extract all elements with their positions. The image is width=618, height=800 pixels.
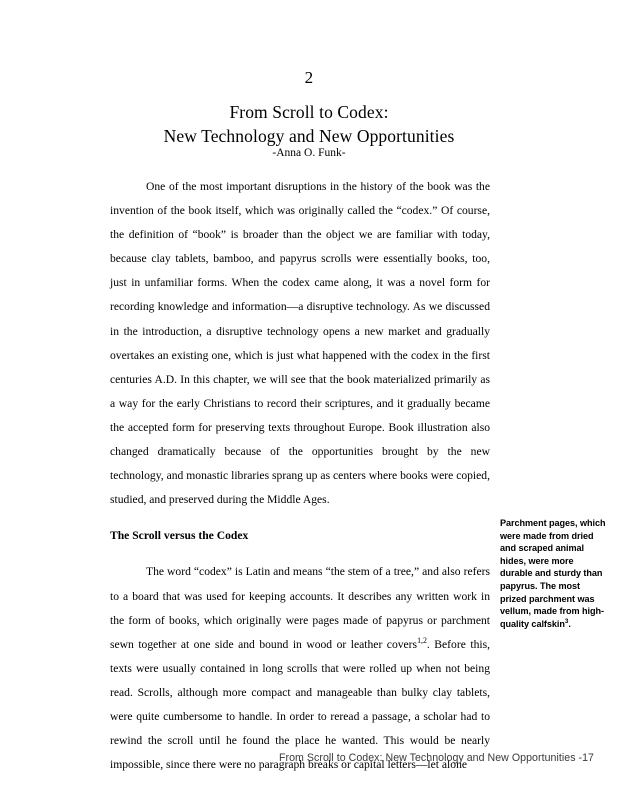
footnote-reference-1-2[interactable]: 1,2	[417, 635, 427, 645]
chapter-title-line-1: From Scroll to Codex:	[229, 102, 389, 122]
margin-note-parchment	[500, 517, 606, 630]
author-byline: -Anna O. Funk-	[272, 147, 346, 159]
chapter-number: 2	[304, 68, 314, 87]
paragraph-text-before-footnote: The word “codex” is Latin and means “the stem of a tree,” and also refers to a board that was used for keeping accounts. It describes any written work in the form of books, which originally were pages made of papyrus or parchment sewn together at one side and bound in wood or leather covers	[110, 565, 490, 651]
body-paragraph-intro: One of the most important disruptions in the history of the book was the invention of the book itself, which was originally called the “codex.” Of course, the definition of “book” is broader than the object we are familiar with today, because clay tablets, bamboo, and papyrus scrolls were essentially books, too, just in unfamiliar forms. When the codex came along, it was a novel form for recording knowledge and information—a disruptive technology. As we discussed in the introduction, a disruptive technology opens a new market and gradually overtakes an existing one, which is just what happened with the codex in the first centuries A.D. In this chapter, we will see that the book materialized primarily as a way for the early Christians to record their scriptures, and it gradually became the accepted form for preserving texts throughout Europe. Book illustration also changed dramatically because of the opportunities brought by the new technology, and monastic libraries sprang up as centers where books were copied, studied, and preserved during the Middle Ages.	[110, 180, 490, 507]
page-footer: From Scroll to Codex: New Technology and New Opportunities -17	[279, 752, 594, 764]
section-heading-scroll-versus-codex: The Scroll versus the Codex	[110, 529, 249, 543]
paragraph-text-after-footnote: . Before this, texts were usually contained in long scrolls that were rolled up when not being read. Scrolls, although more compact and manageable than bulky clay tablets, were quite cumbersome to handle. In order to reread a passage, a scholar had to rewind the scroll until he found the place he wanted. This would be nearly impossible, since there were no paragraph breaks or capital letters—let alone	[110, 637, 490, 772]
page-title	[0, 100, 618, 148]
footnote-reference-3[interactable]: 3	[564, 617, 569, 625]
body-paragraph-codex-definition	[110, 560, 490, 777]
margin-note-text: Parchment pages, which were made from dried and scraped animal hides, were more durable and sturdy than papyrus. The most prized parchment was vellum, made from high-quality calfskin	[500, 518, 606, 629]
chapter-title-line-2: New Technology and New Opportunities	[163, 126, 455, 146]
main-text-column	[110, 175, 490, 777]
margin-note-trailing-punctuation: .	[568, 618, 571, 629]
paragraph-spacer	[110, 548, 490, 560]
